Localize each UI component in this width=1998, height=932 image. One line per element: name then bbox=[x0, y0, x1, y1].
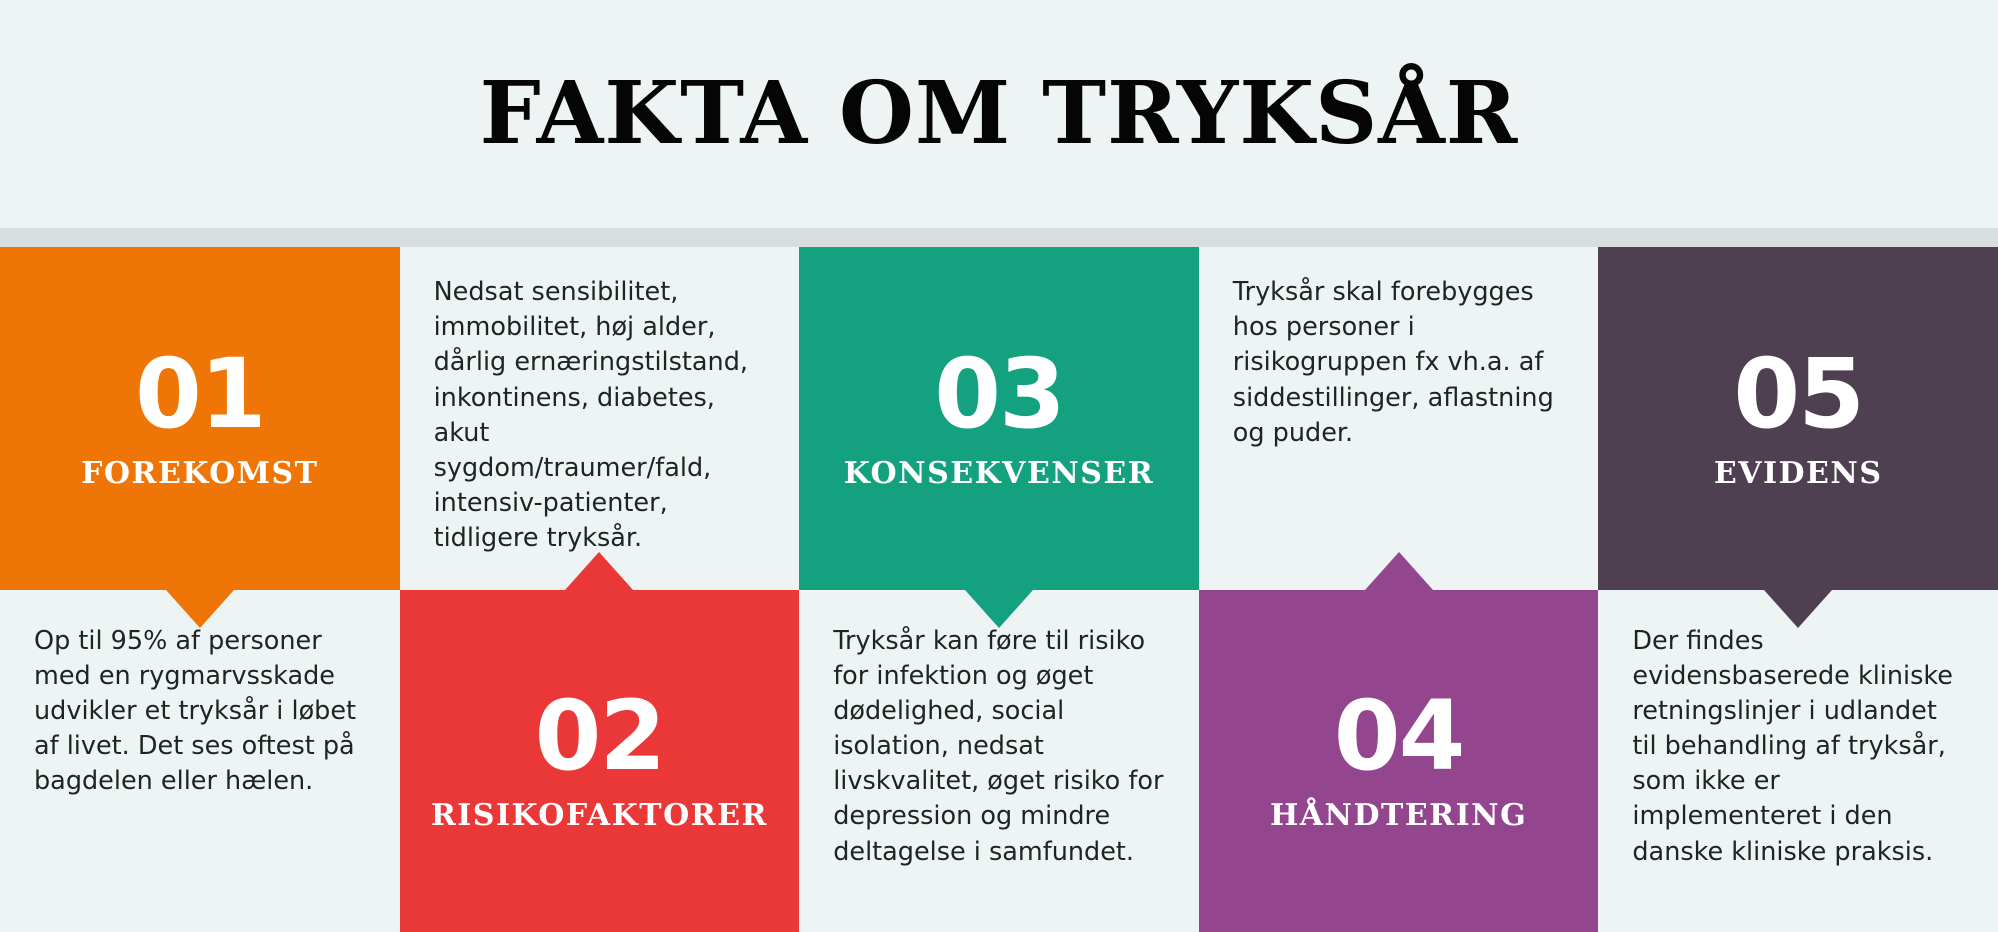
text-cell-01 bbox=[0, 590, 400, 932]
columns-grid bbox=[0, 247, 1998, 932]
column-risikofaktorer bbox=[400, 247, 800, 932]
number-05: 05 bbox=[1733, 337, 1863, 450]
number-cell-01 bbox=[0, 247, 400, 590]
arrow-down-05 bbox=[1764, 590, 1832, 628]
text-cell-05 bbox=[1598, 590, 1998, 932]
arrow-up-02 bbox=[565, 552, 633, 590]
column-evidens bbox=[1598, 247, 1998, 932]
number-01: 01 bbox=[135, 337, 265, 450]
number-cell-05 bbox=[1598, 247, 1998, 590]
number-cell-03 bbox=[799, 247, 1199, 590]
column-forekomst bbox=[0, 247, 400, 932]
header-divider bbox=[0, 228, 1998, 247]
text-02: Nedsat sensibilitet, immobilitet, høj alder, dårlig ernæringstilstand, inkontinens, diabetes, akut sygdom/traumer/fald, intensiv-patienter, tidligere tryksår. bbox=[433, 277, 749, 554]
text-04: Tryksår skal forebygges hos personer i risikogruppen fx vh.a. af siddestillinger, aflastning og puder. bbox=[1232, 277, 1554, 448]
number-cell-02 bbox=[400, 590, 800, 932]
number-02: 02 bbox=[534, 680, 665, 793]
text-03: Tryksår kan føre til risiko for infektion og øget dødelighed, social isolation, nedsat livskvalitet, øget risiko for depression og mindre deltagelse i samfundet. bbox=[833, 625, 1164, 867]
arrow-up-04 bbox=[1365, 552, 1433, 590]
header bbox=[0, 0, 1998, 228]
label-04: HÅNDTERING bbox=[1269, 798, 1528, 834]
arrow-down-03 bbox=[965, 590, 1033, 628]
page-title: FAKTA OM TRYKSÅR bbox=[479, 63, 1519, 164]
text-01: Op til 95% af personer med en rygmarvsskade udvikler et tryksår i løbet af livet. Det ses oftest på bagdelen eller hælen. bbox=[34, 625, 357, 797]
column-konsekvenser bbox=[799, 247, 1199, 932]
label-01: FOREKOMST bbox=[81, 455, 319, 491]
number-cell-04 bbox=[1199, 590, 1599, 932]
text-cell-02 bbox=[400, 247, 800, 590]
arrow-down-01 bbox=[166, 590, 234, 628]
label-02: RISIKOFAKTORER bbox=[430, 798, 768, 834]
number-04: 04 bbox=[1333, 680, 1464, 793]
column-haandtering bbox=[1199, 247, 1599, 932]
number-03: 03 bbox=[934, 337, 1064, 450]
label-05: EVIDENS bbox=[1713, 455, 1883, 491]
label-03: KONSEKVENSER bbox=[843, 455, 1155, 491]
text-cell-04 bbox=[1199, 247, 1599, 590]
text-cell-03 bbox=[799, 590, 1199, 932]
text-05: Der findes evidensbaserede kliniske retningslinjer i udlandet til behandling af tryksår, som ikke er implementeret i den danske kliniske praksis. bbox=[1632, 625, 1953, 867]
